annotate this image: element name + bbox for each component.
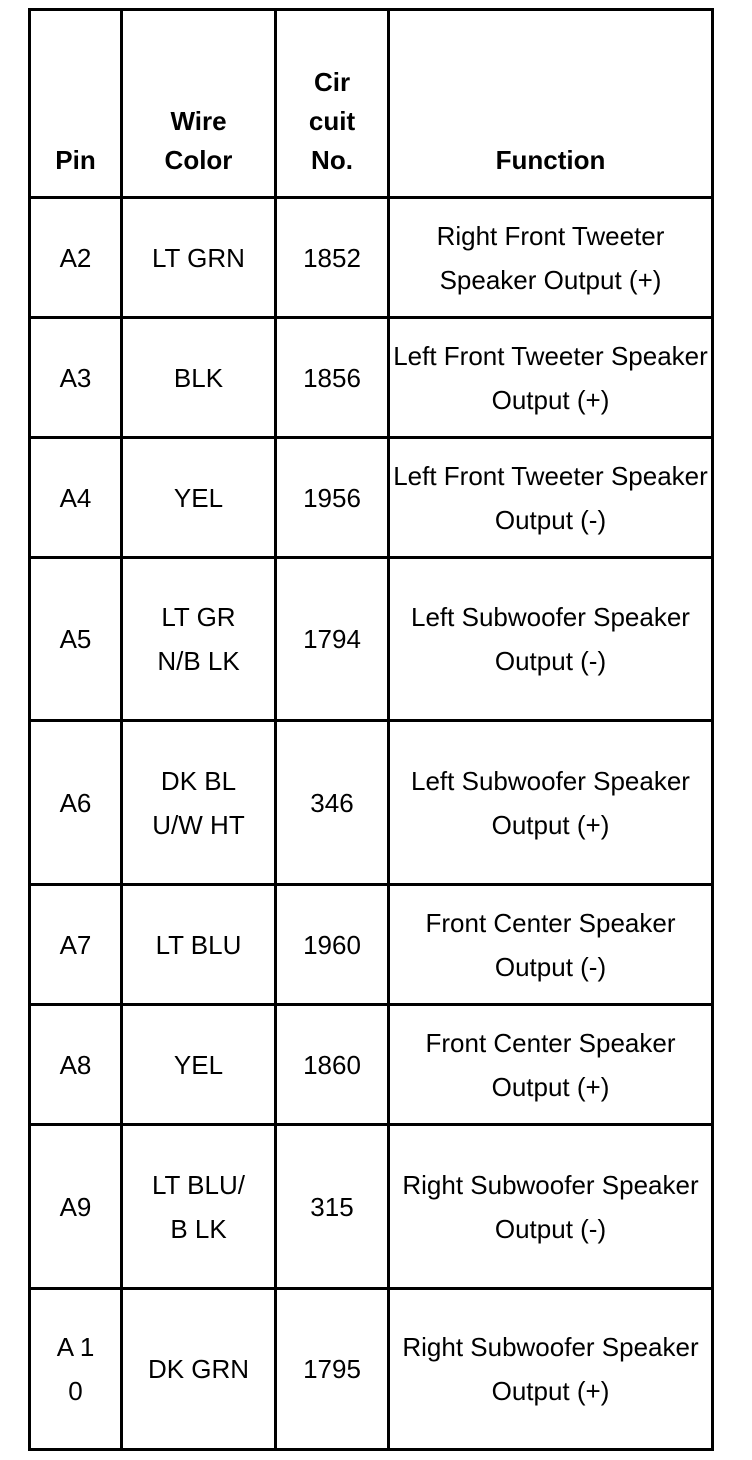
header-function: Function — [389, 10, 713, 198]
circuit-cell: 346 — [276, 721, 389, 885]
pin-cell: A2 — [30, 198, 122, 318]
pin-cell: A9 — [30, 1125, 122, 1289]
wire-color-cell: YEL — [122, 1005, 276, 1125]
table-header — [30, 10, 713, 198]
circuit-cell: 1852 — [276, 198, 389, 318]
function-cell: Left Front Tweeter Speaker Output (+) — [389, 318, 713, 438]
circuit-cell: 1956 — [276, 438, 389, 558]
function-cell: Left Subwoofer Speaker Output (-) — [389, 558, 713, 721]
pin-cell: A4 — [30, 438, 122, 558]
function-cell: Right Subwoofer Speaker Output (+) — [389, 1289, 713, 1450]
wire-color-cell: LT BLU — [122, 885, 276, 1005]
table-row — [30, 1289, 713, 1450]
circuit-cell: 1860 — [276, 1005, 389, 1125]
circuit-cell: 1795 — [276, 1289, 389, 1450]
function-cell: Front Center Speaker Output (+) — [389, 1005, 713, 1125]
table-row — [30, 885, 713, 1005]
header-wire-color: Wire Color — [122, 10, 276, 198]
table-row — [30, 198, 713, 318]
table-row — [30, 1125, 713, 1289]
pin-cell: A7 — [30, 885, 122, 1005]
wire-color-cell: DK GRN — [122, 1289, 276, 1450]
table-row — [30, 721, 713, 885]
pin-cell: A8 — [30, 1005, 122, 1125]
wire-color-cell: LT GRN — [122, 198, 276, 318]
pin-cell: A5 — [30, 558, 122, 721]
header-pin: Pin — [30, 10, 122, 198]
circuit-cell: 315 — [276, 1125, 389, 1289]
function-cell: Front Center Speaker Output (-) — [389, 885, 713, 1005]
wire-color-cell: BLK — [122, 318, 276, 438]
pinout-table — [28, 8, 714, 1451]
wire-color-cell: LT GRN/B LK — [122, 558, 276, 721]
pin-cell: A3 — [30, 318, 122, 438]
function-cell: Right Subwoofer Speaker Output (-) — [389, 1125, 713, 1289]
table-row — [30, 1005, 713, 1125]
function-cell: Left Subwoofer Speaker Output (+) — [389, 721, 713, 885]
table-row — [30, 438, 713, 558]
circuit-cell: 1960 — [276, 885, 389, 1005]
table-row — [30, 558, 713, 721]
table-row — [30, 318, 713, 438]
pin-cell: A 10 — [30, 1289, 122, 1450]
function-cell: Left Front Tweeter Speaker Output (-) — [389, 438, 713, 558]
circuit-cell: 1856 — [276, 318, 389, 438]
pin-cell: A6 — [30, 721, 122, 885]
wire-color-cell: YEL — [122, 438, 276, 558]
wire-color-cell: DK BLU/W HT — [122, 721, 276, 885]
wire-color-cell: LT BLU/B LK — [122, 1125, 276, 1289]
circuit-cell: 1794 — [276, 558, 389, 721]
function-cell: Right Front Tweeter Speaker Output (+) — [389, 198, 713, 318]
header-circuit-no: Cir cuit No. — [276, 10, 389, 198]
